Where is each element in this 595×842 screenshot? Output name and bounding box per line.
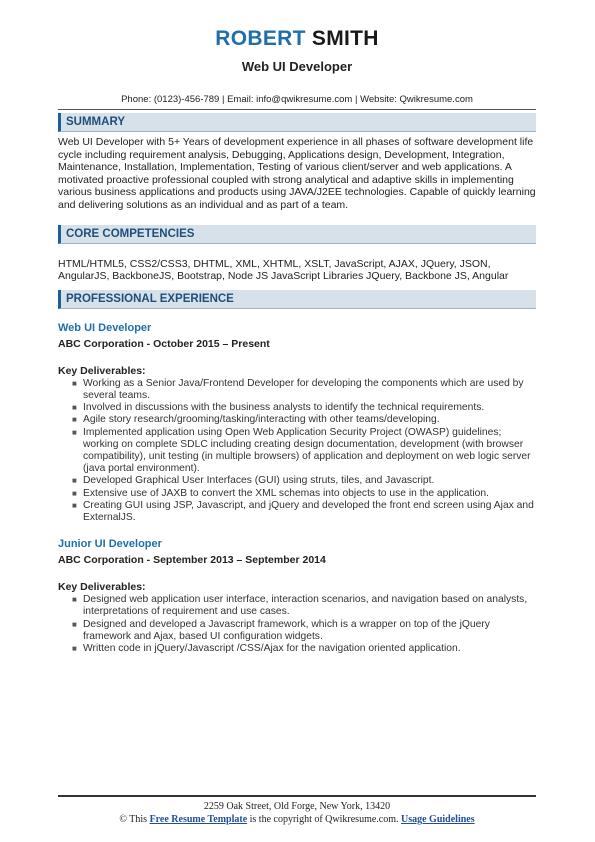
summary-text: Web UI Developer with 5+ Years of development experience in all phases of software development life cycle including requirement analysis, Debugging, Applications design, Development, Integration, Maintenance, Installation, Implementation, Testing of various client/server and web applications. A motivated proactive professional coupled with strong analytical and adaptive skills in implementing various business applications and products using JAVA/J2EE technologies. Capable of quickly learning and delivering solutions as an individual and as part of a team. bbox=[58, 136, 536, 211]
job-entry-1 bbox=[58, 322, 536, 524]
list-item: ■ Extensive use of JAXB to convert the XML schemas into objects to use in the application. bbox=[72, 487, 489, 499]
bullet-icon: ■ bbox=[72, 644, 77, 653]
experience-heading: PROFESSIONAL EXPERIENCE bbox=[58, 290, 536, 309]
job-title: Web UI Developer bbox=[58, 321, 152, 334]
job-entry-2 bbox=[58, 538, 536, 655]
list-item: ■ Working as a Senior Java/Frontend Developer for developing the components which are used by several teams. bbox=[72, 377, 524, 401]
bullet-icon: ■ bbox=[72, 378, 77, 388]
bullet-icon: ■ bbox=[72, 619, 77, 629]
usage-guidelines-link[interactable]: Usage Guidelines bbox=[401, 814, 475, 825]
list-item: ■ Written code in jQuery/Javascript /CSS/Ajax for the navigation oriented application. bbox=[72, 643, 461, 654]
list-item: ■ Involved in discussions with the business analysts to identify the technical requirements. bbox=[72, 402, 485, 414]
competencies-heading: CORE COMPETENCIES bbox=[58, 225, 536, 244]
key-deliverables-label: Key Deliverables: bbox=[58, 581, 146, 594]
list-item: ■ Agile story research/grooming/tasking/interacting with other teams/developing. bbox=[72, 414, 440, 426]
footer-copyright: © This Free Resume Template is the copyright of Qwikresume.com. Usage Guidelines bbox=[119, 814, 475, 825]
deliverables-list bbox=[58, 378, 536, 524]
bullet-icon: ■ bbox=[72, 427, 77, 437]
job-company-dates: ABC Corporation - September 2013 – September 2014 bbox=[58, 554, 326, 567]
bullet-icon: ■ bbox=[72, 415, 77, 425]
competencies-text: HTML/HTML5, CSS2/CSS3, DHTML, XML, XHTML, XSLT, JavaScript, AJAX, JQuery, JSON, AngularJS, BackboneJS, Bootstrap, Node JS JavaScript Libraries JQuery, Backbone JS, Angular bbox=[58, 257, 509, 283]
key-deliverables-label: Key Deliverables: bbox=[58, 364, 146, 377]
bullet-icon: ■ bbox=[72, 403, 77, 413]
free-resume-template-link[interactable]: Free Resume Template bbox=[149, 814, 248, 825]
contact-line: Phone: (0123)-456-789 | Email: info@qwikresume.com | Website: Qwikresume.com bbox=[58, 94, 536, 110]
list-item: ■ Designed web application user interface, interaction scenarios, and navigation based on analysts, interpretations of requirement and use cases. bbox=[72, 594, 528, 618]
list-item: ■ Designed and developed a Javascript framework, which is a wrapper on top of the jQuery framework and Ajax, based UI configuration widgets. bbox=[72, 618, 490, 642]
candidate-name bbox=[58, 26, 536, 52]
bullet-icon: ■ bbox=[72, 488, 77, 498]
job-title: Junior UI Developer bbox=[58, 538, 162, 551]
summary-heading: SUMMARY bbox=[58, 113, 536, 132]
bullet-icon: ■ bbox=[72, 595, 77, 605]
last-name: SMITH bbox=[311, 27, 379, 50]
bullet-icon: ■ bbox=[72, 476, 77, 486]
list-item: ■ Implemented application using Open Web Application Security Project (OWASP) guidelines; working on complete SDLC including creating design documentation, development (with browser compatibility), unit testing (in multiple browsers) of application and deployment on web logic server (java portal environment). bbox=[72, 426, 531, 475]
list-item: ■ Creating GUI using JSP, Javascript, and jQuery and developed the front end screen using Ajax and ExternalJS. bbox=[72, 499, 534, 523]
first-name: ROBERT bbox=[215, 27, 306, 50]
page-footer bbox=[58, 795, 536, 826]
list-item: ■ Developed Graphical User Interfaces (GUI) using struts, tiles, and Javascript. bbox=[72, 475, 435, 487]
bullet-icon: ■ bbox=[72, 500, 77, 510]
job-role: Web UI Developer bbox=[241, 59, 353, 74]
footer-address: 2259 Oak Street, Old Forge, New York, 13420 bbox=[203, 801, 391, 812]
resume-page bbox=[58, 26, 536, 655]
job-company-dates: ABC Corporation - October 2015 – Present bbox=[58, 337, 270, 350]
deliverables-list bbox=[58, 594, 536, 655]
